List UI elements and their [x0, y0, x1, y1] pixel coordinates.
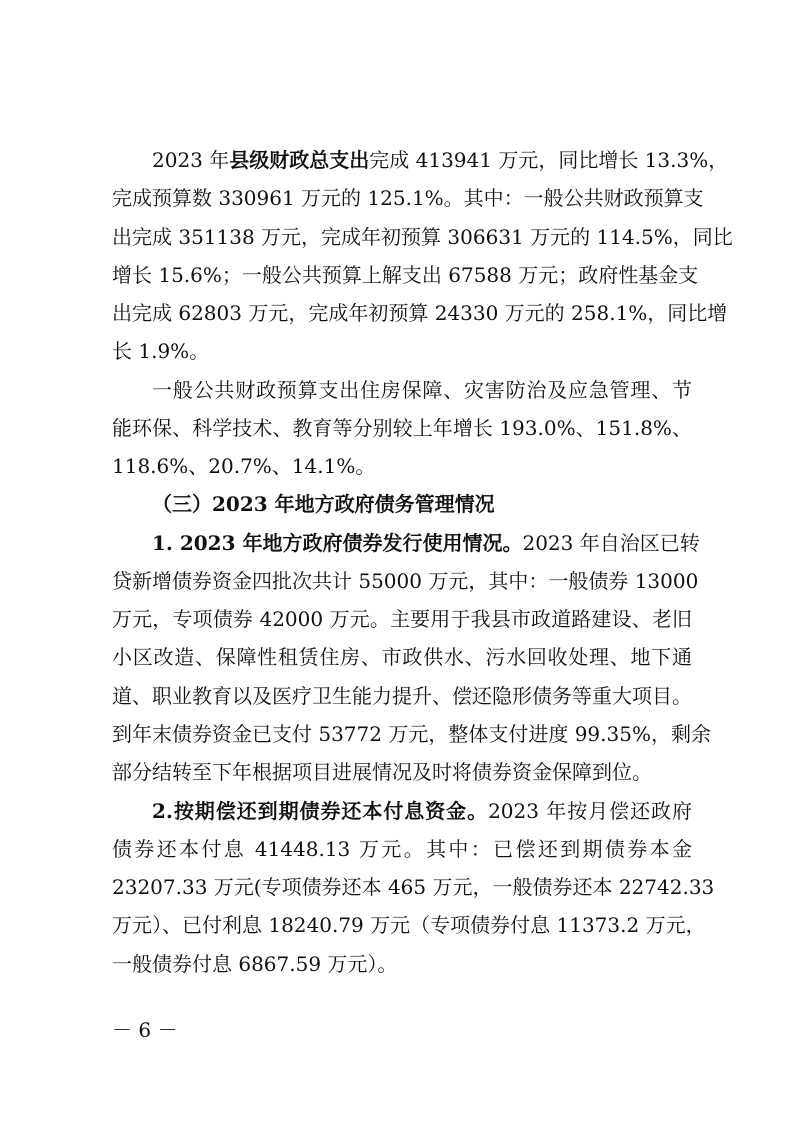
para2-line1: 一般公共财政预算支出住房保障、灾害防治及应急管理、节: [152, 378, 692, 402]
para1-line2: 完成预算数 330961 万元的 125.1%。其中：一般公共财政预算支: [112, 186, 704, 210]
section-heading: （三）2023 年地方政府债务管理情况: [152, 492, 495, 516]
para3-line6: 到年末债券资金已支付 53772 万元，整体支付进度 99.35%，剩余: [112, 722, 711, 746]
para1-line1: [112, 148, 729, 172]
para3-line3: 万元，专项债券 42000 万元。主要用于我县市政道路建设、老旧: [112, 607, 692, 631]
para3-line7: 部分结转至下年根据项目进展情况及时将债券资金保障到位。: [112, 760, 652, 784]
para3-line5: 道、职业教育以及医疗卫生能力提升、偿还隐形债务等重大项目。: [112, 684, 692, 708]
para3-line1-rest: 2023 年自治区已转: [522, 531, 700, 555]
para1-line6: 长 1.9%。: [112, 339, 210, 363]
para1-line3: 出完成 351138 万元，完成年初预算 306631 万元的 114.5%，同比: [112, 225, 733, 249]
para4-bold-title: 2.按期偿还到期债券还本付息资金。: [152, 799, 489, 823]
para4-line1-rest: 2023 年按月偿还政府: [488, 799, 692, 823]
para4-line5: 一般债券付息 6867.59 万元）。: [112, 952, 398, 976]
para3-line4: 小区改造、保障性租赁住房、市政供水、污水回收处理、地下通: [112, 645, 692, 669]
page-number: － 6 －: [112, 1018, 178, 1042]
para4-line2: 债券还本付息 41448.13 万元。其中：已偿还到期债券本金: [112, 837, 692, 861]
para1-line4: 增长 15.6%；一般公共预算上解支出 67588 万元；政府性基金支: [112, 263, 699, 287]
para3-line1: [112, 531, 700, 555]
para2-line2: 能环保、科学技术、教育等分别较上年增长 193.0%、151.8%、: [112, 416, 692, 440]
para4-line3: 23207.33 万元(专项债券还本 465 万元，一般债券还本 22742.33: [112, 875, 715, 899]
para1-line1-rest: 完成 413941 万元，同比增长 13.3%，: [369, 148, 729, 172]
para2-line3: 118.6%、20.7%、14.1%。: [112, 454, 376, 478]
para1-line5: 出完成 62803 万元，完成年初预算 24330 万元的 258.1%，同比增: [112, 301, 728, 325]
para3-line2: 贷新增债券资金四批次共计 55000 万元，其中：一般债券 13000: [112, 569, 699, 593]
para1-bold-term: 县级财政总支出: [229, 148, 370, 172]
para4-line4: 万元）、已付利息 18240.79 万元（专项债券付息 11373.2 万元，: [112, 913, 706, 937]
para3-bold-title: 1. 2023 年地方政府债券发行使用情况。: [152, 531, 523, 555]
para4-line1: [112, 799, 692, 823]
para1-year: 2023 年: [152, 148, 230, 172]
